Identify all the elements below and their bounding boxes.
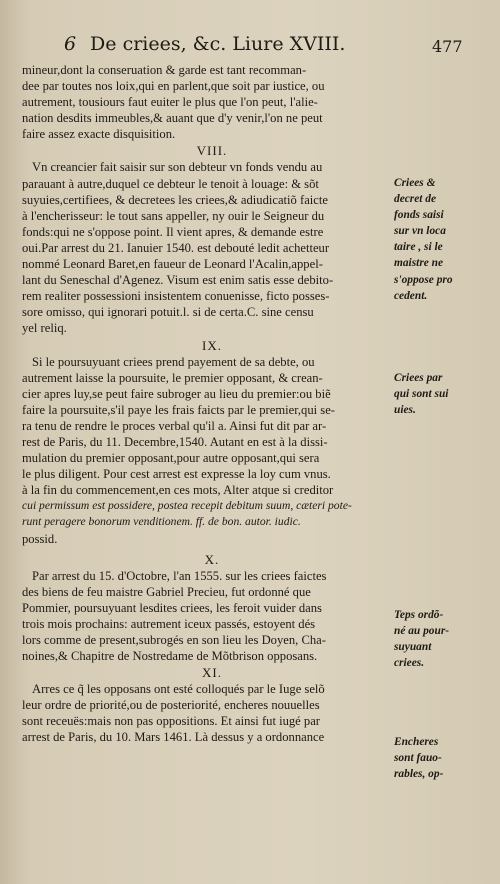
- text-line: dee par toutes nos loix,qui en parlent,que soit par iustice, ou: [22, 79, 325, 94]
- section-heading: IX.: [202, 337, 222, 353]
- margin-note-criees-decret: [394, 175, 498, 304]
- text-line: autrement, tousiours faut euiter le plus que l'on peut, l'alie-: [22, 95, 318, 110]
- text-line: Pommier, poursuyuant lesdites criees, les feroit vuider dans: [22, 600, 322, 615]
- text-line: nation desdits immeubles,& auant que d'y venir,l'on ne peut: [22, 111, 323, 126]
- margin-line: Encheres: [394, 736, 439, 748]
- margin-line: rables, op-: [394, 768, 444, 781]
- text-line: autrement laisse la poursuite, le premier opposant, & crean-: [22, 370, 323, 385]
- margin-line: uies.: [394, 404, 416, 417]
- text-line: rem realiter possessioni insistentem conuenisse, ficto posses-: [22, 289, 330, 304]
- margin-note-temps-ordonne: [394, 607, 498, 671]
- text-line: le plus diligent. Pour cest arrest est expresse la loy cum vnus.: [22, 467, 331, 482]
- margin-line: Criees par: [394, 372, 443, 384]
- text-line: leur ordre de priorité,ou de posteriorité, encheres nouuelles: [22, 698, 320, 713]
- section-x: [22, 551, 402, 665]
- margin-note-encheres: [394, 734, 498, 782]
- text-line: à la fin du commencement,en ces mots, Alter atque si creditor: [22, 483, 334, 498]
- running-page-marker: 6: [64, 33, 77, 55]
- section-heading: X.: [204, 551, 220, 567]
- text-line: runt peragere bonorum venditionem. ff. de bon. autor. iudic.: [22, 515, 301, 529]
- text-line: trois mois prochains: autrement iceux passés, estoyent dés: [22, 616, 316, 631]
- text-line: à l'encherisseur: le tout sans appeller, ny ouir le Seigneur du: [22, 208, 325, 223]
- margin-line: cedent.: [394, 289, 428, 302]
- margin-line: Teps ordõ-: [394, 609, 444, 621]
- text-line: faire la poursuite,s'il paye les frais faicts par le premier,qui se-: [22, 402, 335, 417]
- text-line: parauant à autre,duquel ce debteur le tenoit à louage: & sõt: [22, 176, 319, 191]
- margin-line: s'oppose pro: [394, 273, 453, 286]
- section-heading: XI.: [202, 665, 222, 681]
- margin-line: maistre ne: [394, 257, 444, 270]
- section-heading: VIII.: [196, 143, 228, 159]
- text-line: lant du Seneschal d'Agenez. Visum est enim satis esse debito-: [22, 273, 334, 288]
- text-line: nommé Leonard Baret,en faueur de Leonard l'Acalin,appel-: [22, 257, 323, 272]
- text-line: possid.: [22, 531, 58, 546]
- text-line: mineur,dont la conseruation & garde est tant recomman-: [22, 63, 307, 77]
- margin-line: suyuant: [394, 641, 432, 654]
- margin-line: sur vn loca: [394, 225, 446, 238]
- text-line: faire assez exacte disquisition.: [22, 127, 176, 142]
- text-line: Arres ce q̃ les opposans ont esté colloqués par le Iuge selõ: [32, 682, 325, 697]
- margin-line: qui sont sui: [394, 388, 449, 401]
- text-line: fonds:qui ne s'oppose point. Il vient apres, & demande estre: [22, 224, 324, 239]
- text-line: Vn creancier fait saisir sur son debteur vn fonds vendu au: [32, 160, 323, 175]
- text-line: sore omisso, qui ignorari potuit.l. si de certa.C. sine censu: [22, 305, 314, 320]
- text-line: suyuies,certifiees, & decretees les criees,& adiudicatiõ faicte: [22, 192, 328, 207]
- section-viii: [22, 142, 402, 336]
- section-continuation: [22, 62, 402, 142]
- text-line: yel reliq.: [22, 321, 67, 336]
- text-line: mulation du premier opposant,pour autre opposant,qui sera: [22, 451, 320, 466]
- text-line: lors comme de present,subrogés en son lieu les Doyen, Cha-: [22, 633, 326, 647]
- main-text: [22, 62, 402, 746]
- margin-line: né au pour-: [394, 625, 450, 638]
- margin-line: Criees &: [394, 177, 436, 189]
- running-title: De criees, &c. Liure XVIII.: [90, 33, 346, 55]
- margin-line: fonds saisi: [394, 209, 444, 222]
- text-line: arrest de Paris, du 10. Mars 1461. Là dessus y a ordonnance: [22, 730, 325, 745]
- margin-line: criees.: [394, 657, 425, 670]
- section-ix: [22, 337, 402, 547]
- text-line: Par arrest du 15. d'Octobre, l'an 1555. sur les criees faictes: [32, 568, 327, 583]
- text-line: rest de Paris, du 11. Decembre,1540. Autant en est à la dissi-: [22, 434, 328, 449]
- text-line: ra tenu de rendre le proces verbal qu'il a. Ainsi fut dit par ar-: [22, 418, 327, 433]
- text-line: Si le poursuyuant criees prend payement de sa debte, ou: [32, 354, 315, 369]
- running-header: [64, 34, 404, 54]
- section-xi: [22, 664, 402, 745]
- margin-note-criees-par: [394, 370, 498, 418]
- margin-line: decret de: [394, 193, 437, 206]
- text-line: oui.Par arrest du 21. Ianuier 1540. est debouté ledit achetteur: [22, 240, 330, 255]
- page-number: 477: [432, 37, 463, 56]
- margin-line: taire , si le: [394, 241, 443, 254]
- text-line: cier apres luy,se peut faire subroger au lieu du premier:ou biẽ: [22, 386, 331, 401]
- margin-line: sont fauo-: [394, 752, 442, 765]
- text-line: sont receuës:mais non pas oppositions. Et ainsi fut iugé par: [22, 714, 321, 729]
- text-line: des biens de feu maistre Gabriel Precieu, fut ordonné que: [22, 584, 311, 599]
- text-line: cui permissum est possidere, postea recepit debitum suum, cæteri pote-: [22, 499, 352, 513]
- text-line: noines,& Chapitre de Nostredame de Mõtbrison opposans.: [22, 649, 318, 664]
